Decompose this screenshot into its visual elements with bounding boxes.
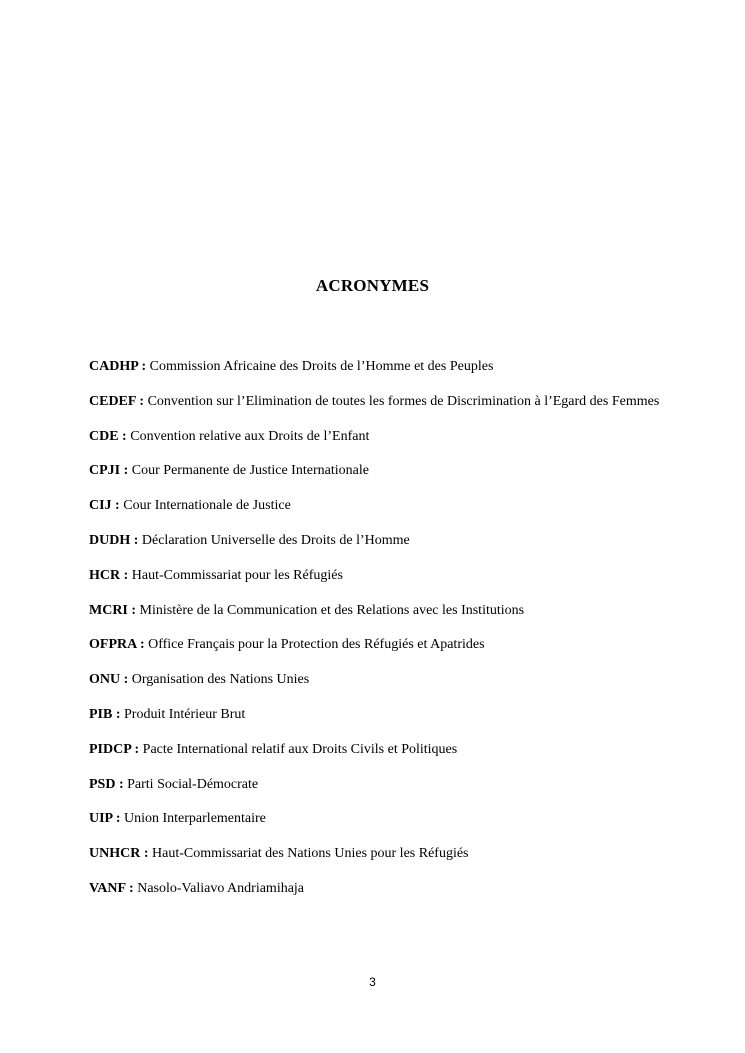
page-number: 3: [369, 975, 376, 989]
acronym-definition: Nasolo-Valiavo Andriamihaja: [137, 880, 305, 896]
acronym-abbr: HCR :: [89, 567, 129, 583]
acronym-definition: Commission Africaine des Droits de l’Homme et des Peuples: [149, 359, 494, 374]
acronym-abbr: UNHCR :: [89, 846, 149, 862]
acronym-abbr: CIJ :: [89, 498, 120, 514]
acronym-item: [89, 600, 664, 621]
acronym-definition: Pacte International relatif aux Droits Civils et Politiques: [142, 741, 458, 757]
acronym-item: [89, 808, 664, 829]
acronym-item: [89, 843, 664, 864]
acronym-item: [89, 878, 664, 899]
acronym-item: [89, 426, 664, 447]
acronym-definition: Produit Intérieur Brut: [124, 706, 246, 722]
acronym-abbr: CEDEF :: [89, 393, 145, 409]
acronym-abbr: DUDH :: [89, 532, 139, 548]
acronym-item: [89, 704, 664, 725]
acronym-abbr: VANF :: [89, 880, 134, 896]
acronym-item: [89, 739, 664, 760]
acronym-definition: Union Interparlementaire: [124, 811, 266, 827]
acronym-definition: Cour Permanente de Justice Internationale: [131, 463, 369, 479]
acronym-definition: Organisation des Nations Unies: [131, 672, 310, 688]
acronym-abbr: CDE :: [89, 428, 127, 444]
acronym-item: [89, 565, 664, 586]
acronym-abbr: MCRI :: [89, 602, 137, 618]
page-title: ACRONYMES: [315, 276, 430, 295]
acronym-definition: Convention sur l’Elimination de toutes les formes de Discrimination à l’Egard des Femmes: [147, 393, 660, 409]
acronym-definition: Ministère de la Communication et des Relations avec les Institutions: [139, 602, 525, 618]
acronym-abbr: PSD :: [89, 776, 124, 792]
acronym-abbr: PIDCP :: [89, 741, 140, 757]
acronym-abbr: ONU :: [89, 672, 129, 688]
acronym-definition: Parti Social-Démocrate: [127, 776, 259, 792]
acronym-item: [89, 634, 664, 655]
acronym-definition: Office Français pour la Protection des Réfugiés et Apatrides: [148, 637, 485, 653]
acronym-definition: Déclaration Universelle des Droits de l’Homme: [141, 532, 410, 548]
acronym-abbr: CPJI :: [89, 463, 129, 479]
acronym-definition: Cour Internationale de Justice: [123, 498, 291, 514]
acronym-item: [89, 774, 664, 795]
acronym-item: [89, 669, 664, 690]
acronym-abbr: PIB :: [89, 706, 121, 722]
acronym-item: [89, 530, 664, 551]
acronym-item: [89, 356, 664, 377]
acronym-abbr: CADHP :: [89, 359, 147, 374]
acronym-definition: Convention relative aux Droits de l’Enfant: [130, 428, 370, 444]
acronym-item: [89, 495, 664, 516]
acronym-definition: Haut-Commissariat des Nations Unies pour les Réfugiés: [152, 846, 469, 862]
acronym-definition: Haut-Commissariat pour les Réfugiés: [131, 567, 343, 583]
acronym-list: [89, 356, 664, 913]
acronym-item: [89, 460, 664, 481]
acronym-abbr: UIP :: [89, 811, 121, 827]
acronym-abbr: OFPRA :: [89, 637, 145, 653]
acronym-item: [89, 391, 664, 412]
